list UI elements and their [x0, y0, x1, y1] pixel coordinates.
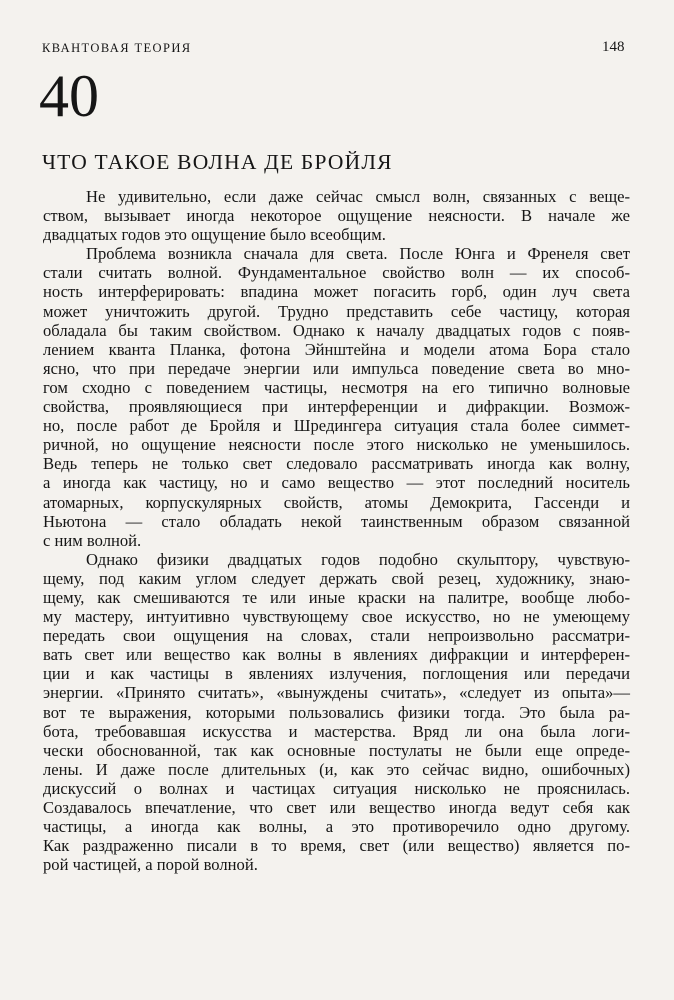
text-line: рой частицей, а порой волной.	[43, 855, 258, 875]
text-line: лением кванта Планка, фотона Эйнштейна и модели атома Бора стало	[43, 339, 630, 359]
text-line: щему, как смешиваются те или иные краски на палитре, вообще любо-	[43, 587, 630, 607]
text-line: гом сходно с поведением частицы, несмотря на его типично волновые	[43, 377, 630, 397]
text-line: ричной, но ощущение неясности после этого нисколько не уменьшилось.	[43, 435, 630, 455]
text-line: атомарных, корпускулярных свойств, атомы Демокрита, Гассенди и	[43, 492, 630, 512]
running-head: КВАНТОВАЯ ТЕОРИЯ	[42, 41, 192, 55]
text-line: но, после работ де Бройля и Шредингера ситуация стала более симмет-	[43, 416, 630, 436]
text-line: Проблема возникла сначала для света. После Юнга и Френеля свет	[86, 244, 630, 264]
text-line: частицы, а иногда как волны, а это противоречило одно другому.	[43, 817, 630, 837]
text-line: Ведь теперь не только свет следовало рассматривать иногда как волну,	[43, 454, 630, 474]
text-line: может уничтожить другой. Трудно представить себе частицу, которая	[43, 301, 630, 321]
paragraph	[43, 550, 630, 875]
text-line: с ним волной.	[43, 530, 142, 550]
text-line: ясно, что при передаче энергии или импульса поведение света во мно-	[43, 358, 630, 378]
paragraph	[43, 187, 630, 244]
text-line: ции и как частицы в явлениях излучения, поглощения или передачи	[43, 664, 630, 684]
text-line: чески обоснованной, так как основные постулаты не были еще опреде-	[43, 740, 630, 760]
text-line: вот те выражения, которыми пользовались физики тогда. Это была ра-	[43, 702, 630, 722]
chapter-title: ЧТО ТАКОЕ ВОЛНА ДЕ БРОЙЛЯ	[42, 150, 393, 174]
text-line: вать свет или вещество как волны в явлениях дифракции и интерферен-	[43, 645, 630, 665]
text-line: передать свои ощущения на словах, стали непроизвольно рассматри-	[43, 626, 630, 646]
text-line: а иногда как частицу, но и само вещество — этот последний носитель	[43, 473, 630, 493]
text-line: бота, требовавшая искусства и мастерства. Вряд ли она была логи-	[43, 721, 630, 741]
text-line: двадцатых годов это ощущение было всеобщим.	[43, 225, 386, 245]
text-line: Как раздраженно писали в то время, свет (или вещество) является по-	[43, 836, 630, 856]
page-number: 148	[602, 39, 625, 55]
chapter-number: 40	[39, 63, 99, 129]
text-line: Не удивительно, если даже сейчас смысл волн, связанных с веще-	[86, 187, 630, 206]
paragraph	[43, 244, 630, 550]
body-text	[43, 187, 630, 874]
text-line: дискуссий о волнах и частицах ситуация нисколько не прояснилась.	[43, 778, 630, 798]
text-line: щему, под каким углом следует держать свой резец, художнику, знаю-	[43, 568, 630, 588]
text-line: стали считать волной. Фундаментальное свойство волн — их способ-	[43, 263, 630, 283]
text-line: ством, вызывает иногда некоторое ощущение неясности. В начале же	[43, 206, 630, 226]
text-line: обладала бы таким свойством. Однако к началу двадцатых годов с появ-	[43, 320, 630, 340]
text-line: лены. И даже после длительных (и, как это сейчас видно, ошибочных)	[43, 759, 630, 779]
text-line: Создавалось впечатление, что свет или вещество иногда ведут себя как	[43, 798, 630, 817]
text-line: Однако физики двадцатых годов подобно скульптору, чувствую-	[86, 549, 630, 569]
text-line: Ньютона — стало обладать некой таинственным образом связанной	[43, 511, 630, 531]
text-line: му мастеру, интуитивно чувствующему свое искусство, но не умеющему	[43, 607, 630, 627]
text-line: ность интерферировать: впадина может погасить горб, один луч света	[43, 282, 630, 302]
text-line: энергии. «Принято считать», «вынуждены считать», «следует из опыта»—	[43, 683, 630, 703]
text-line: свойства, проявляющиеся при интерференции и дифракции. Возмож-	[43, 397, 630, 417]
